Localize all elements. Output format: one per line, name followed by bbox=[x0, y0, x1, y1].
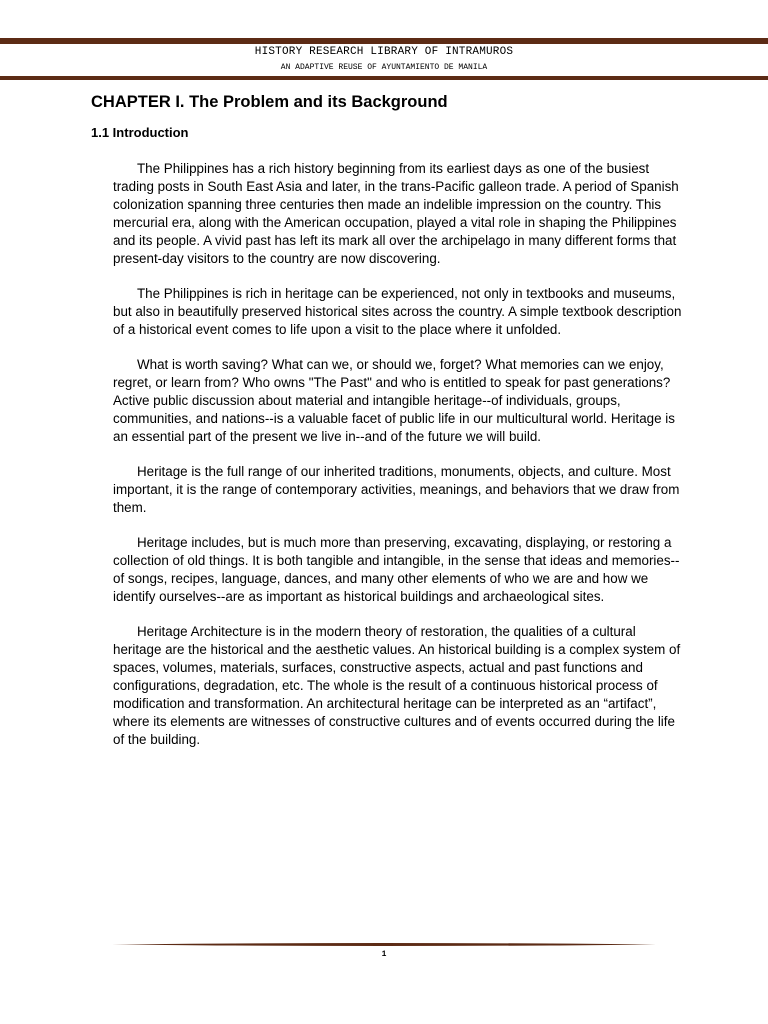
header-bottom-rule bbox=[0, 76, 768, 80]
paragraph-4: Heritage is the full range of our inherited traditions, monuments, objects, and culture. Most important, it is the range of contemporary activities, meanings, and behaviors that we draw from them. bbox=[113, 464, 680, 515]
page-number: 1 bbox=[381, 950, 387, 959]
paragraph-6: Heritage Architecture is in the modern theory of restoration, the qualities of a cultural heritage are the historical and the aesthetic values. An historical building is a complex system of spaces, volumes, materials, surfaces, constructive aspects, actual and past functions and configurations, degradation, etc. The whole is the result of a continuous historical process of modification and transformation. An architectural heritage can be interpreted as an “artifact”, where its elements are witnesses of constructive cultures and of events occurred during the life of the building. bbox=[113, 624, 681, 747]
section-title: 1.1 Introduction bbox=[91, 125, 189, 140]
chapter-title: CHAPTER I. The Problem and its Background bbox=[91, 93, 448, 111]
body-text bbox=[113, 160, 685, 766]
header-subtitle: AN ADAPTIVE REUSE OF AYUNTAMIENTO DE MANILA bbox=[280, 63, 488, 72]
footer-divider bbox=[112, 942, 656, 947]
paragraph-2: The Philippines is rich in heritage can be experienced, not only in textbooks and museums, but also in beautifully preserved historical sites across the country. A simple textbook description of a historical event comes to life upon a visit to the place where it unfolded. bbox=[113, 286, 682, 337]
paragraph-5: Heritage includes, but is much more than preserving, excavating, displaying, or restoring a collection of old things. It is both tangible and intangible, in the sense that ideas and memories--of songs, recipes, language, dances, and many other elements of who we are and how we identify ourselves--are as important as historical buildings and archaeological sites. bbox=[113, 535, 680, 604]
paragraph-1: The Philippines has a rich history beginning from its earliest days as one of the busiest trading posts in South East Asia and later, in the trans-Pacific galleon trade. A period of Spanish colonization spanning three centuries then made an indelible impression on the country. This mercurial era, along with the American occupation, played a vital role in shaping the Philippines and its people. A vivid past has left its mark all over the archipelago in many different forms that present-day visitors to the country are now discovering. bbox=[113, 161, 679, 266]
header-title: HISTORY RESEARCH LIBRARY OF INTRAMUROS bbox=[254, 46, 514, 58]
paragraph-3: What is worth saving? What can we, or should we, forget? What memories can we enjoy, regret, or learn from? Who owns "The Past" and who is entitled to speak for past generations? Active public discussion about material and intangible heritage--of individuals, groups, communities, and nations--is a valuable facet of public life in our multicultural world. Heritage is an essential part of the present we live in--and of the future we will build. bbox=[113, 357, 675, 444]
header-top-rule bbox=[0, 38, 768, 44]
